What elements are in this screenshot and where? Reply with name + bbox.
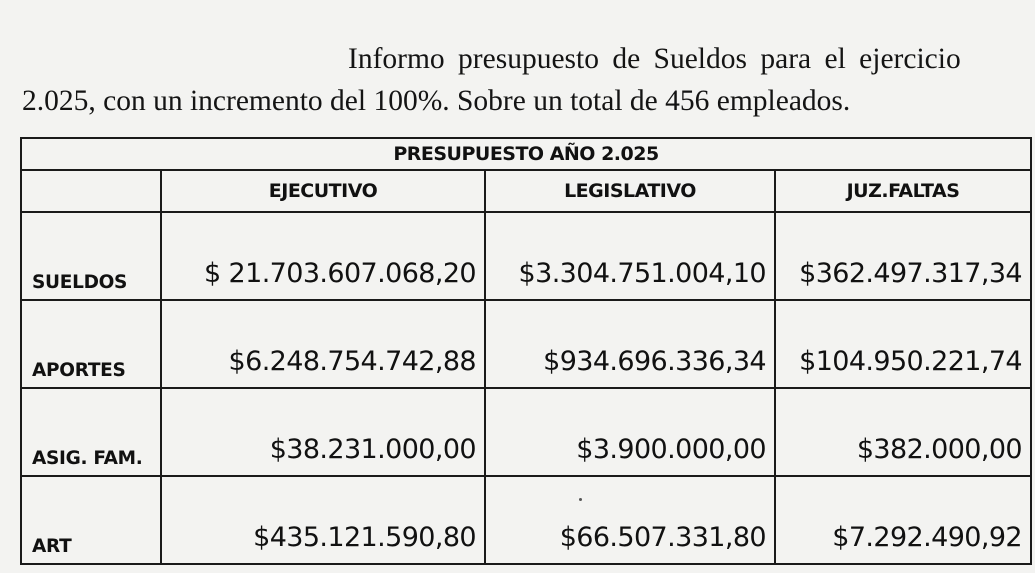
- stray-dot-mark: [579, 498, 582, 501]
- header-empty-cell: [21, 170, 161, 212]
- table-header-row: [21, 170, 1031, 212]
- row-label-asig-fam: ASIG. FAM.: [21, 388, 161, 476]
- intro-line-1: Informo presupuesto de Sueldos para el ejercicio: [348, 43, 961, 75]
- row-label-sueldos: SUELDOS: [21, 212, 161, 300]
- table-title: PRESUPUESTO AÑO 2.025: [21, 138, 1031, 170]
- cell-aportes-juz-faltas: $104.950.221,74: [775, 300, 1031, 388]
- cell-art-juz-faltas: $7.292.490,92: [775, 476, 1031, 564]
- cell-sueldos-legislativo: $3.304.751.004,10: [485, 212, 775, 300]
- cell-asig-fam-ejecutivo: $38.231.000,00: [161, 388, 485, 476]
- header-juz-faltas: JUZ.FALTAS: [775, 170, 1031, 212]
- cell-asig-fam-legislativo: $3.900.000,00: [485, 388, 775, 476]
- table-row: [21, 300, 1031, 388]
- cell-aportes-legislativo: $934.696.336,34: [485, 300, 775, 388]
- table-row: [21, 212, 1031, 300]
- cell-art-legislativo: $66.507.331,80: [485, 476, 775, 564]
- table-row: [21, 388, 1031, 476]
- row-label-aportes: APORTES: [21, 300, 161, 388]
- intro-paragraph: [22, 38, 1035, 122]
- budget-table: [20, 137, 1032, 565]
- cell-aportes-ejecutivo: $6.248.754.742,88: [161, 300, 485, 388]
- table-row: [21, 476, 1031, 564]
- header-legislativo: LEGISLATIVO: [485, 170, 775, 212]
- table-title-row: [21, 138, 1031, 170]
- cell-sueldos-juz-faltas: $362.497.317,34: [775, 212, 1031, 300]
- cell-asig-fam-juz-faltas: $382.000,00: [775, 388, 1031, 476]
- header-ejecutivo: EJECUTIVO: [161, 170, 485, 212]
- row-label-art: ART: [21, 476, 161, 564]
- cell-art-ejecutivo: $435.121.590,80: [161, 476, 485, 564]
- intro-line-2: 2.025, con un incremento del 100%. Sobre un total de 456 empleados.: [22, 85, 851, 117]
- cell-sueldos-ejecutivo: $ 21.703.607.068,20: [161, 212, 485, 300]
